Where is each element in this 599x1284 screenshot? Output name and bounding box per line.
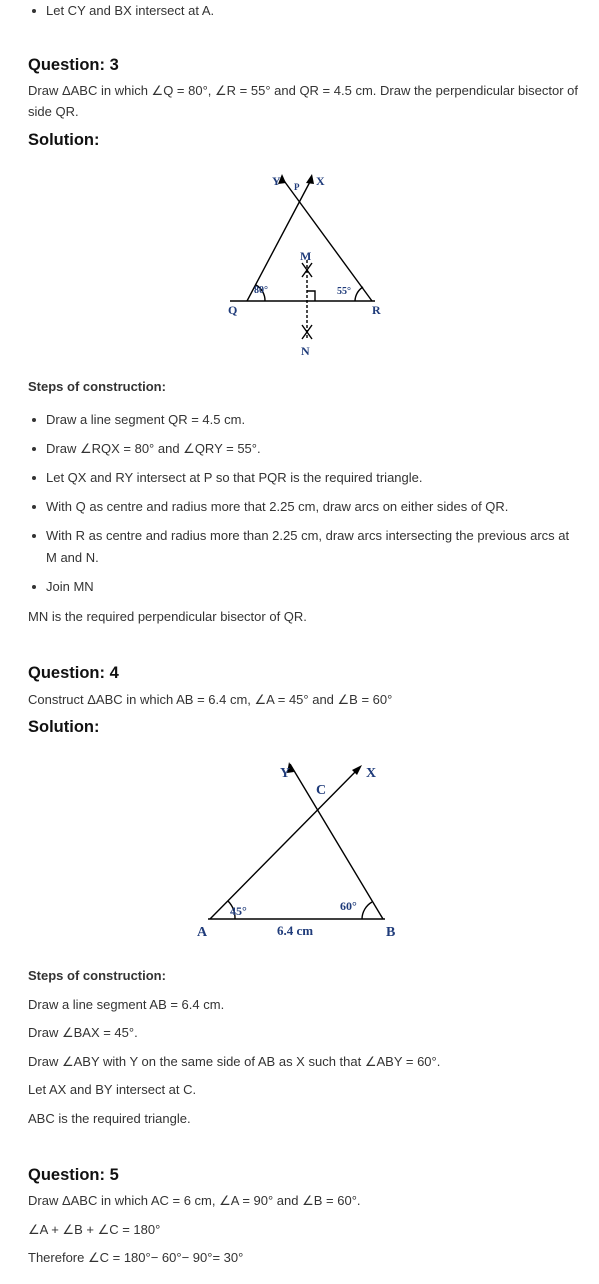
label-b: B (386, 925, 396, 940)
label-q: Q (228, 303, 238, 317)
q4-construction-figure (190, 752, 420, 947)
list-item-line: M and N. (46, 550, 99, 565)
angle-label-q: 80° (254, 285, 268, 296)
q5-question: Draw ΔABC in which AC = 6 cm, ∠A = 90° and ∠B = 60°. (28, 1193, 361, 1208)
label-p: P (294, 182, 300, 192)
q4-step-1: Draw a line segment AB = 6.4 cm. (28, 997, 225, 1012)
list-item (28, 525, 588, 569)
list-item: Let CY and BX intersect at A. (28, 0, 588, 22)
q5-heading: Question: 5 (28, 1166, 119, 1184)
q4-heading: Question: 4 (28, 664, 119, 682)
q3-question-line2: side QR. (28, 104, 79, 119)
list-item: Draw a line segment QR = 4.5 cm. (28, 409, 588, 431)
q3-heading: Question: 3 (28, 56, 119, 74)
label-x: X (316, 174, 325, 188)
angle-arc-r (355, 287, 363, 301)
q2-steps-tail (28, 0, 588, 22)
label-c: C (316, 783, 327, 798)
angle-label-a: 45° (230, 904, 247, 918)
q4-step-3: Draw ∠ABY with Y on the same side of AB as X such that ∠ABY = 60°. (28, 1054, 441, 1069)
q3-solution-heading: Solution: (28, 131, 100, 149)
list-item: With Q as centre and radius more that 2.25 cm, draw arcs on either sides of QR. (28, 496, 588, 518)
angle-label-r: 55° (337, 286, 351, 297)
list-item-line: With R as centre and radius more than 2.25 cm, draw arcs intersecting the previous arcs at (46, 528, 570, 543)
side-label-ab: 6.4 cm (277, 923, 314, 938)
list-item: Draw ∠RQX = 80° and ∠QRY = 55°. (28, 438, 588, 460)
ray-qx (247, 178, 312, 301)
ray-by (290, 764, 383, 919)
q4-steps-heading: Steps of construction: (28, 968, 166, 983)
q3-conclusion: MN is the required perpendicular bisector of QR. (28, 609, 307, 624)
label-n: N (301, 344, 310, 358)
label-y: Y (272, 174, 281, 188)
label-x: X (366, 766, 377, 781)
list-item: Join MN (28, 576, 588, 598)
angle-label-b: 60° (340, 899, 357, 913)
list-item: Let QX and RY intersect at P so that PQR is the required triangle. (28, 467, 588, 489)
ray-ry (282, 178, 372, 301)
right-angle-mark (307, 291, 315, 301)
q4-step-2: Draw ∠BAX = 45°. (28, 1025, 138, 1040)
q4-step-5: ABC is the required triangle. (28, 1111, 191, 1126)
label-m: M (300, 249, 312, 263)
arrow-x (306, 174, 314, 184)
q3-steps-list (28, 409, 588, 598)
q3-construction-figure (220, 160, 400, 365)
label-r: R (372, 303, 381, 317)
q5-line-1: ∠A + ∠B + ∠C = 180° (28, 1222, 161, 1237)
q3-question-line1: Draw ΔABC in which ∠Q = 80°, ∠R = 55° and QR = 4.5 cm. Draw the perpendicular bisector of (28, 83, 578, 98)
q4-step-4: Let AX and BY intersect at C. (28, 1082, 197, 1097)
angle-arc-b (362, 902, 372, 919)
label-a: A (197, 925, 208, 940)
q4-solution-heading: Solution: (28, 718, 100, 736)
q4-question: Construct ΔABC in which AB = 6.4 cm, ∠A = 45° and ∠B = 60° (28, 692, 393, 707)
label-y: Y (280, 766, 291, 781)
q3-steps-heading: Steps of construction: (28, 379, 166, 394)
q5-line-2: Therefore ∠C = 180°− 60°− 90°= 30° (28, 1250, 244, 1265)
